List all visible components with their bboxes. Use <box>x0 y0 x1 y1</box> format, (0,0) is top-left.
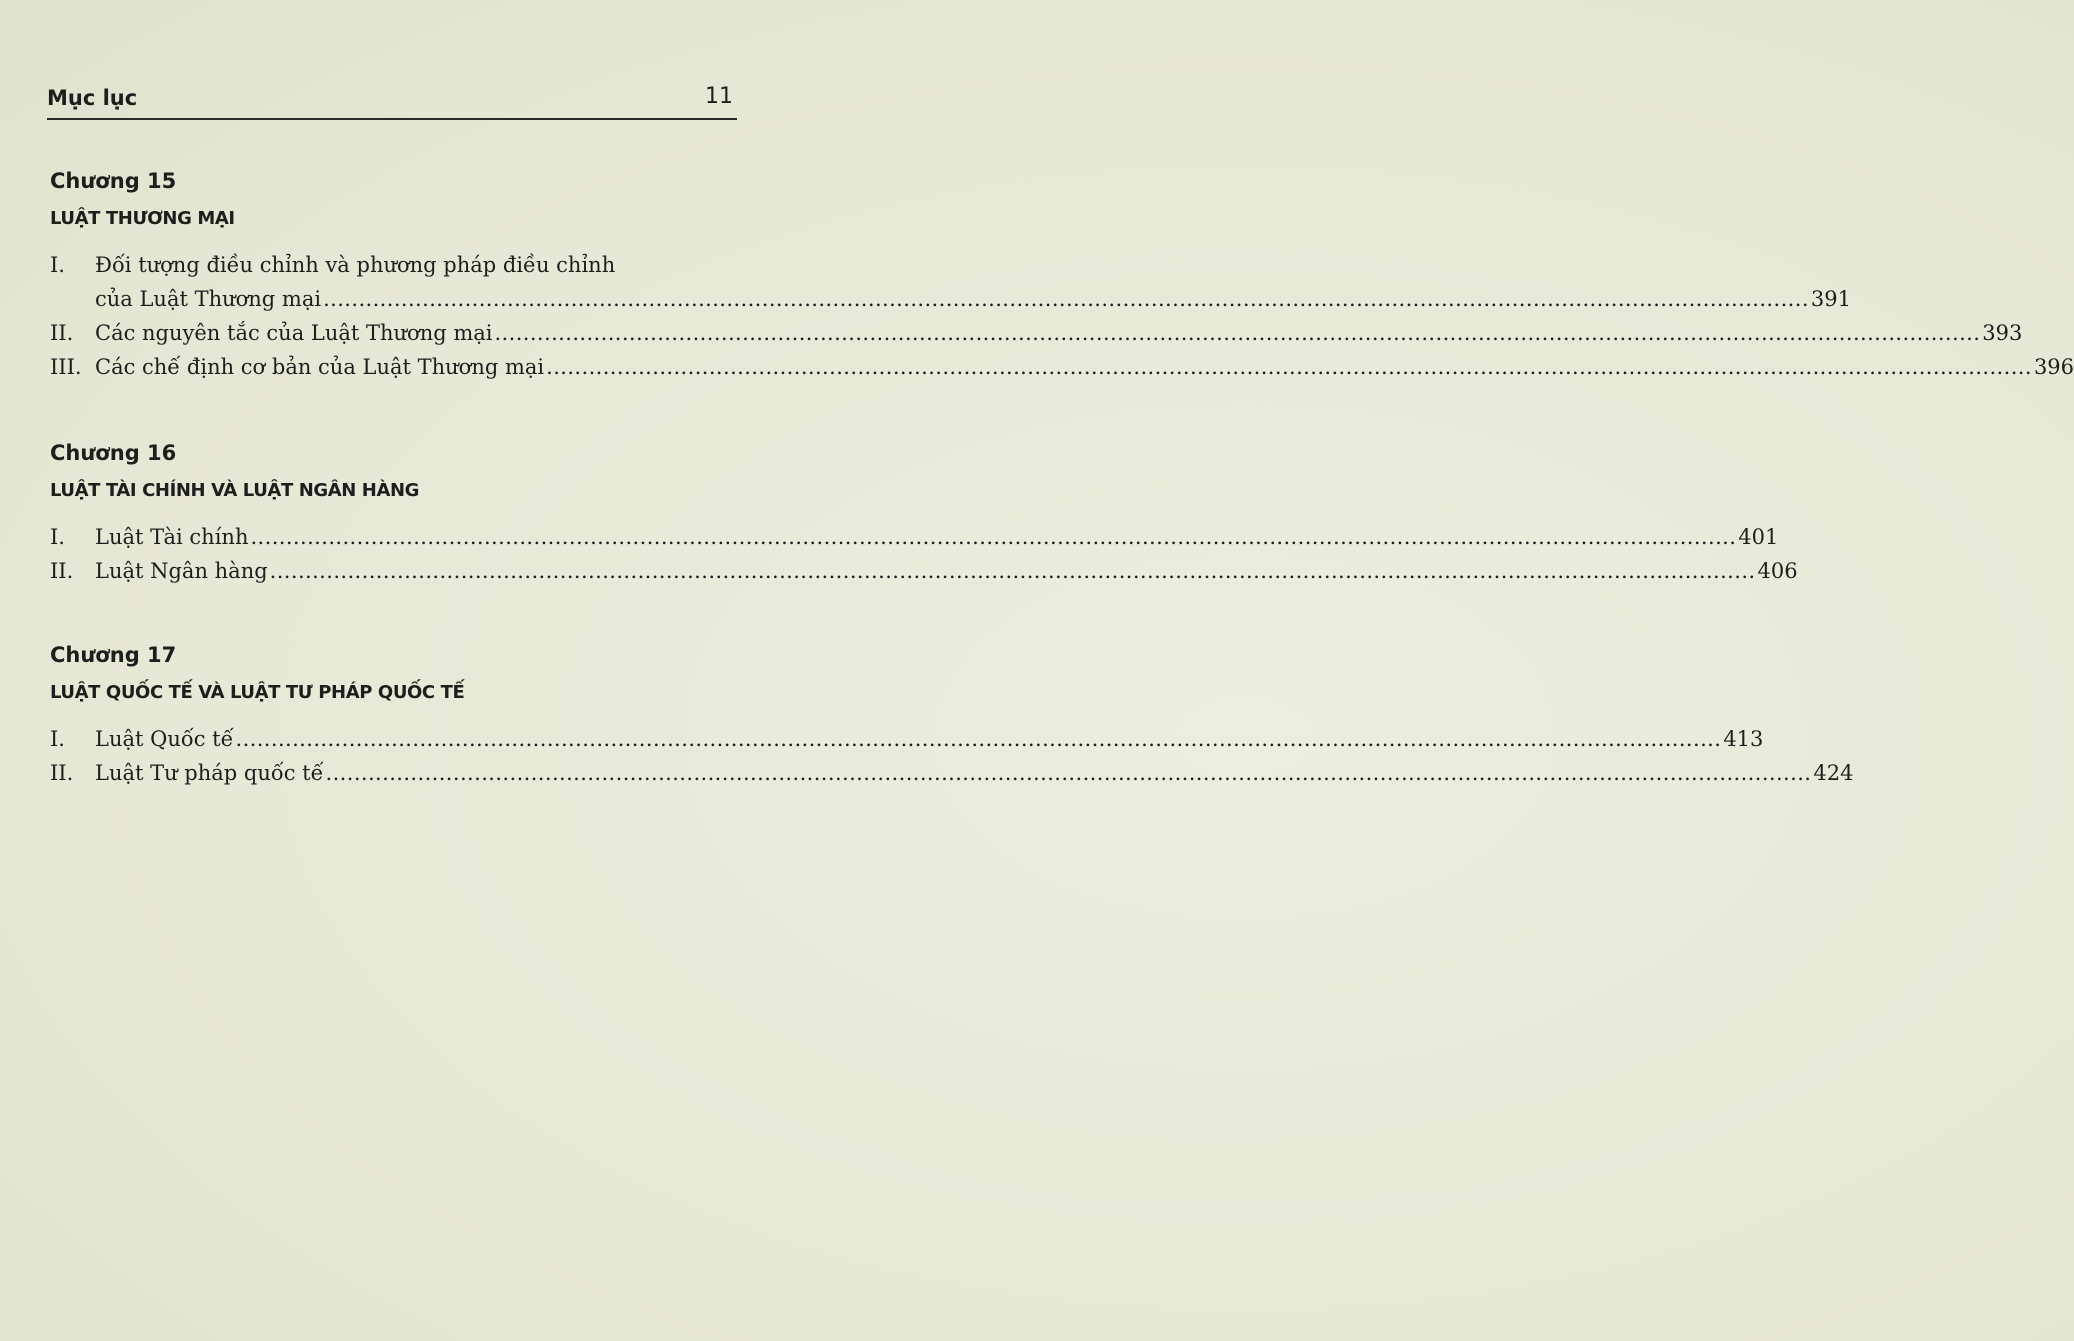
entry-title-line1: Đối tượng điều chỉnh và phương pháp điều chỉnh <box>95 253 616 277</box>
dot-leader <box>494 316 1980 350</box>
entry-page: 396 <box>2033 355 2074 379</box>
entry-number: II. <box>50 761 74 785</box>
header-title: Mục lục <box>47 86 138 110</box>
entry-number: II. <box>50 559 74 583</box>
page-header <box>47 84 737 120</box>
dot-leader <box>323 282 1809 316</box>
entry-title: Luật Ngân hàng <box>95 559 268 583</box>
entry-page: 406 <box>1757 559 1798 583</box>
toc-entry[interactable] <box>50 722 1764 756</box>
chapter-title: LUẬT TÀI CHÍNH VÀ LUẬT NGÂN HÀNG <box>50 480 420 501</box>
entry-page: 391 <box>1810 287 1851 311</box>
entry-title: của Luật Thương mại <box>95 287 322 311</box>
entry-number: I. <box>50 525 65 549</box>
toc-entries <box>50 248 2074 384</box>
entry-title: Các chế định cơ bản của Luật Thương mại <box>95 355 545 379</box>
chapter-label: Chương 16 <box>50 441 177 465</box>
dot-leader <box>270 554 1756 588</box>
toc-entry[interactable] <box>50 756 1854 790</box>
chapter-15 <box>50 166 2074 384</box>
entry-title: Luật Tư pháp quốc tế <box>95 761 324 785</box>
entry-page: 401 <box>1738 525 1779 549</box>
toc-entry[interactable] <box>50 316 2023 350</box>
entry-number: I. <box>50 253 65 277</box>
entry-page: 393 <box>1982 321 2023 345</box>
chapter-label: Chương 17 <box>50 643 177 667</box>
chapter-16 <box>50 438 1798 588</box>
dot-leader <box>250 520 1736 554</box>
toc-entry[interactable] <box>50 520 1779 554</box>
toc-entries <box>50 520 1798 588</box>
entry-title: Các nguyên tắc của Luật Thương mại <box>95 321 493 345</box>
entry-page: 413 <box>1723 727 1764 751</box>
entry-number: II. <box>50 321 74 345</box>
chapter-title: LUẬT QUỐC TẾ VÀ LUẬT TƯ PHÁP QUỐC TẾ <box>50 682 465 703</box>
dot-leader <box>236 722 1722 756</box>
entry-number: I. <box>50 727 65 751</box>
toc-entry[interactable] <box>50 248 1851 316</box>
entry-page: 424 <box>1813 761 1854 785</box>
chapter-label: Chương 15 <box>50 169 177 193</box>
toc-entry[interactable] <box>50 554 1798 588</box>
dot-leader <box>326 756 1812 790</box>
chapter-17 <box>50 640 1854 790</box>
page-number: 11 <box>705 84 733 109</box>
entry-number: III. <box>50 355 82 379</box>
chapter-title: LUẬT THƯƠNG MẠI <box>50 208 235 229</box>
toc-entries <box>50 722 1854 790</box>
dot-leader <box>546 350 2032 384</box>
entry-title: Luật Tài chính <box>95 525 249 549</box>
entry-title: Luật Quốc tế <box>95 727 234 751</box>
toc-entry[interactable] <box>50 350 2074 384</box>
